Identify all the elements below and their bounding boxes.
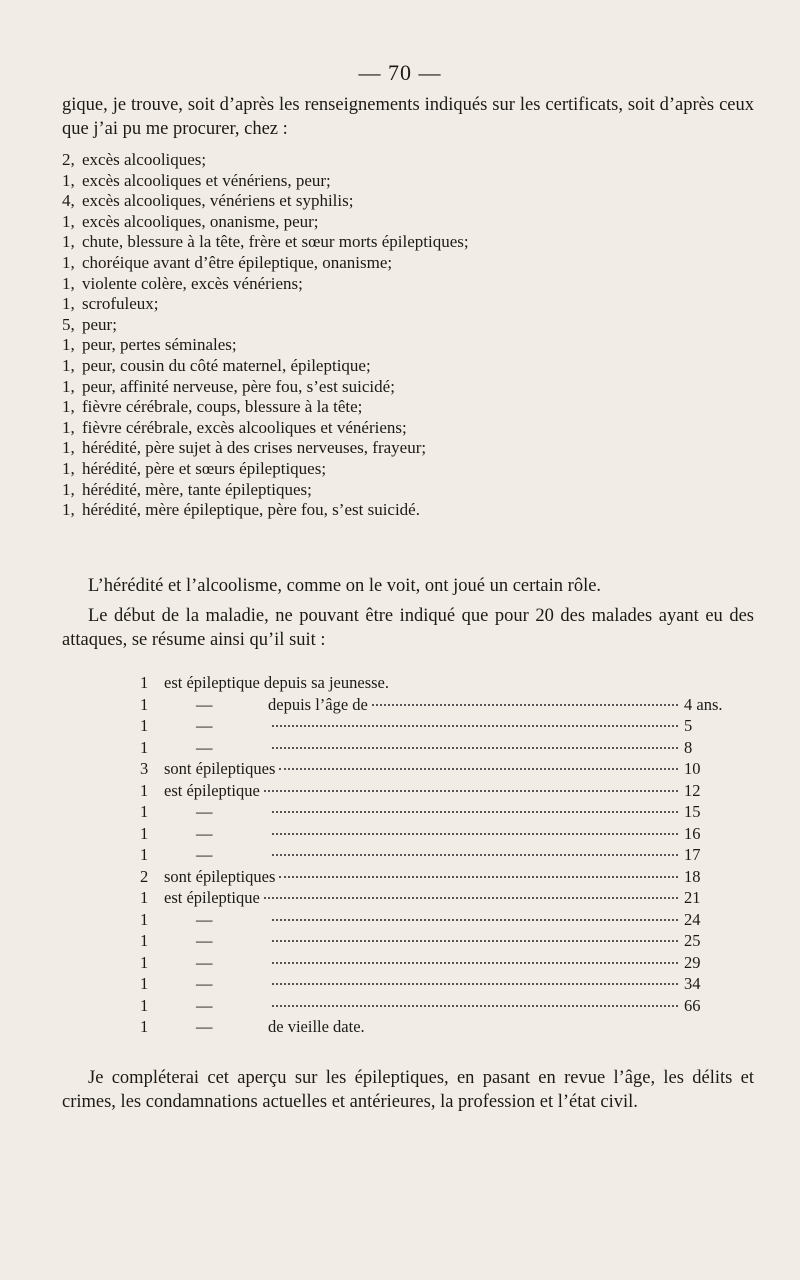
ditto-dash: — (196, 694, 213, 714)
onset-label: depuis l’âge de (268, 694, 368, 714)
onset-list (140, 672, 740, 1038)
onset-row (140, 715, 740, 737)
dot-leader (279, 866, 678, 878)
onset-count: 1 (140, 909, 149, 929)
onset-age: 5 (684, 716, 693, 735)
cause-text: excès alcooliques, onanisme, peur; (82, 211, 319, 231)
onset-label: sont épileptiques (164, 866, 276, 886)
cause-row (62, 315, 752, 336)
ditto-dash: — (196, 823, 213, 843)
cause-row (62, 356, 752, 377)
cause-count: 1, (62, 500, 75, 520)
cause-count: 4, (62, 191, 75, 211)
onset-row (140, 823, 740, 845)
causes-list (62, 150, 752, 521)
cause-row (62, 212, 752, 233)
cause-count: 1, (62, 170, 75, 190)
cause-count: 5, (62, 314, 75, 334)
onset-age: 10 (684, 759, 701, 778)
onset-count: 1 (140, 974, 149, 993)
cause-text: excès alcooliques, vénériens et syphilis; (82, 191, 354, 211)
onset-row (140, 909, 740, 931)
cause-row (62, 500, 752, 521)
cause-row (62, 253, 752, 274)
page-number: — 70 — (358, 60, 442, 85)
ditto-dash: — (196, 802, 213, 821)
onset-age: 34 (684, 974, 701, 993)
cause-row (62, 377, 752, 398)
cause-count: 1, (62, 211, 75, 231)
onset-label: est épileptique (164, 888, 260, 907)
onset-age: 21 (684, 888, 701, 907)
cause-text: chute, blessure à la tête, frère et sœur morts épileptiques; (82, 232, 469, 252)
cause-count: 1, (62, 273, 75, 293)
onset-row (140, 995, 740, 1017)
ditto-dash: — (196, 974, 213, 993)
onset-paragraph: Le début de la maladie, ne pouvant être indiqué que pour 20 des malades ayant eu des attaques, se résume ainsi qu’il suit : (62, 606, 754, 650)
cause-text: excès alcooliques; (82, 150, 207, 169)
dot-leader (272, 844, 678, 856)
onset-label: de vieille date. (268, 1017, 365, 1036)
cause-count: 1, (62, 232, 75, 252)
cause-count: 1, (62, 417, 75, 437)
onset-row (140, 866, 740, 888)
cause-row (62, 438, 752, 459)
onset-row (140, 930, 740, 952)
onset-age: 12 (684, 780, 701, 800)
closing-paragraph: Je compléterai cet aperçu sur les épileptiques, en pasant en revue l’âge, les délits et crimes, les condamnations actuelles et antérieures, la profession et l’état civil. (62, 1068, 754, 1112)
cause-text: fièvre cérébrale, coups, blessure à la tête; (82, 397, 363, 417)
onset-count: 3 (140, 759, 149, 778)
dot-leader (264, 780, 678, 792)
cause-row (62, 232, 752, 253)
onset-label: est épileptique depuis sa jeunesse. (164, 673, 389, 692)
onset-count: 1 (140, 1017, 149, 1036)
dot-leader (272, 715, 678, 727)
onset-age: 16 (684, 823, 701, 843)
cause-text: hérédité, père et sœurs épileptiques; (82, 458, 327, 478)
onset-age: 4 ans. (684, 694, 723, 714)
cause-text: peur, cousin du côté maternel, épileptique; (82, 355, 371, 375)
onset-age: 8 (684, 737, 693, 757)
onset-count: 1 (140, 673, 149, 692)
ditto-dash: — (196, 931, 213, 950)
cause-count: 1, (62, 376, 75, 396)
onset-count: 1 (140, 995, 149, 1015)
dot-leader (264, 887, 678, 899)
cause-text: fièvre cérébrale, excès alcooliques et vénériens; (82, 417, 407, 437)
onset-row (140, 1016, 740, 1038)
onset-row (140, 737, 740, 759)
cause-text: hérédité, mère, tante épileptiques; (82, 479, 312, 499)
ditto-dash: — (196, 1017, 213, 1036)
onset-age: 24 (684, 909, 701, 929)
onset-row (140, 780, 740, 802)
cause-count: 1, (62, 294, 75, 314)
dot-leader (279, 758, 678, 770)
onset-count: 1 (140, 694, 149, 714)
onset-count: 1 (140, 780, 149, 800)
ditto-dash: — (196, 737, 213, 757)
cause-text: peur, pertes séminales; (82, 335, 237, 355)
cause-row (62, 459, 752, 480)
cause-row (62, 418, 752, 439)
onset-count: 1 (140, 952, 149, 972)
onset-label: est épileptique (164, 780, 260, 800)
cause-count: 1, (62, 355, 75, 375)
cause-text: violente colère, excès vénériens; (82, 273, 303, 293)
onset-row (140, 887, 740, 909)
onset-count: 1 (140, 888, 149, 907)
onset-count: 1 (140, 823, 149, 843)
dot-leader (272, 909, 678, 921)
onset-count: 1 (140, 737, 149, 757)
cause-count: 1, (62, 438, 75, 458)
cause-count: 2, (62, 150, 75, 169)
dot-leader (372, 694, 678, 706)
onset-row (140, 758, 740, 780)
cause-row (62, 480, 752, 501)
cause-count: 1, (62, 479, 75, 499)
cause-text: hérédité, père sujet à des crises nerveuses, frayeur; (82, 438, 427, 458)
cause-text: excès alcooliques et vénériens, peur; (82, 170, 331, 190)
dot-leader (272, 801, 678, 813)
onset-count: 1 (140, 931, 149, 950)
cause-count: 1, (62, 397, 75, 417)
cause-row (62, 191, 752, 212)
dot-leader (272, 973, 678, 985)
onset-age: 25 (684, 931, 701, 950)
ditto-dash: — (196, 952, 213, 972)
cause-text: peur, affinité nerveuse, père fou, s’est suicidé; (82, 376, 395, 396)
ditto-dash: — (196, 716, 213, 735)
dot-leader (272, 737, 678, 749)
intro-paragraph: gique, je trouve, soit d’après les renseignements indiqués sur les certificats, soit d’après ceux que j’ai pu me procurer, chez : (62, 95, 754, 139)
onset-age: 18 (684, 866, 701, 886)
onset-age: 29 (684, 952, 701, 972)
onset-age: 17 (684, 845, 701, 864)
onset-count: 1 (140, 716, 149, 735)
cause-row (62, 294, 752, 315)
dot-leader (272, 930, 678, 942)
onset-count: 2 (140, 866, 149, 886)
cause-count: 1, (62, 458, 75, 478)
onset-row (140, 952, 740, 974)
cause-text: choréique avant d’être épileptique, onanisme; (82, 252, 393, 272)
onset-row (140, 801, 740, 823)
onset-row (140, 694, 740, 716)
onset-count: 1 (140, 845, 149, 864)
onset-label: sont épileptiques (164, 759, 276, 778)
cause-count: 1, (62, 252, 75, 272)
dot-leader (272, 995, 678, 1007)
ditto-dash: — (196, 909, 213, 929)
ditto-dash: — (196, 845, 213, 864)
cause-row (62, 397, 752, 418)
onset-row (140, 672, 740, 694)
cause-count: 1, (62, 335, 75, 355)
cause-row (62, 335, 752, 356)
onset-row (140, 973, 740, 995)
cause-row (62, 171, 752, 192)
cause-text: peur; (82, 314, 117, 334)
cause-row (62, 274, 752, 295)
heredity-paragraph: L’hérédité et l’alcoolisme, comme on le voit, ont joué un certain rôle. (88, 576, 602, 596)
onset-row (140, 844, 740, 866)
cause-row (62, 150, 752, 171)
cause-text: scrofuleux; (82, 294, 159, 314)
cause-text: hérédité, mère épileptique, père fou, s’est suicidé. (82, 500, 420, 520)
dot-leader (272, 823, 678, 835)
ditto-dash: — (196, 995, 213, 1015)
onset-age: 15 (684, 802, 701, 821)
dot-leader (272, 952, 678, 964)
onset-age: 66 (684, 995, 701, 1015)
onset-count: 1 (140, 802, 149, 821)
